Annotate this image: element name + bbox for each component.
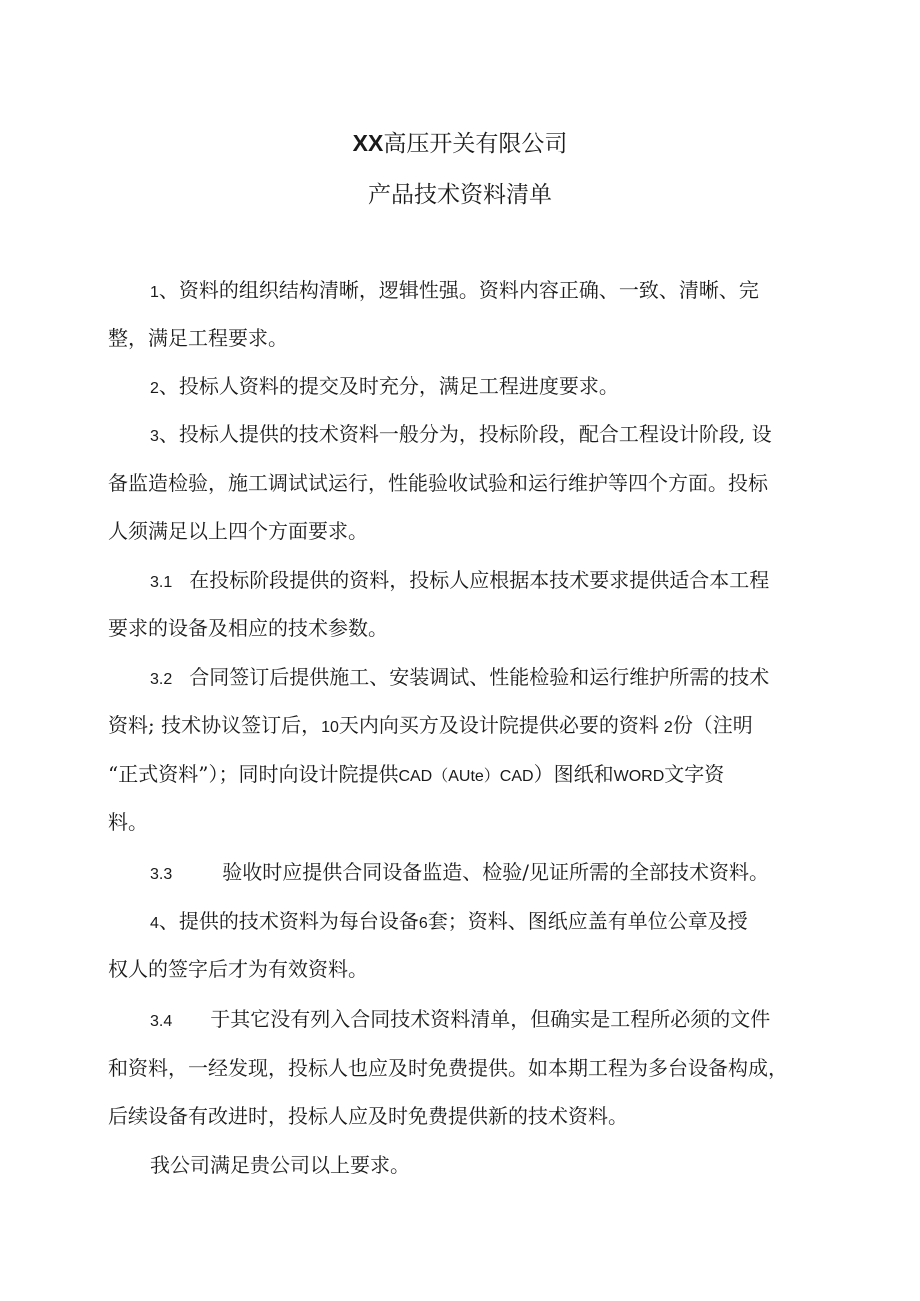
paragraph-text: “正式资料”）；同时向设计院提供 bbox=[108, 762, 399, 786]
inline-number: 10 bbox=[321, 719, 339, 736]
inline-term: WORD bbox=[613, 768, 665, 785]
paragraph-3-2-line-1 bbox=[150, 663, 769, 694]
paragraph-3-1-line-1 bbox=[150, 566, 769, 597]
item-number: 3.2 bbox=[150, 671, 173, 688]
paragraph-3-line-3: 人须满足以上四个方面要求。 bbox=[108, 519, 368, 543]
paragraph-text: 资料; 技术协议签订后， bbox=[108, 713, 322, 737]
closing-statement: 我公司满足贵公司以上要求。 bbox=[150, 1153, 410, 1177]
company-prefix: XX bbox=[352, 130, 384, 156]
paragraph-4-line-1 bbox=[150, 907, 748, 938]
paragraph-text: ）图纸和 bbox=[533, 762, 614, 786]
paragraph-text: 文字资 bbox=[664, 762, 725, 786]
paragraph-text: 、资料的组织结构清晰，逻辑性强。资料内容正确、一致、清晰、完 bbox=[158, 278, 759, 302]
inline-term: CAD（AUte）CAD bbox=[398, 768, 534, 785]
paragraph-2-line-1 bbox=[150, 372, 619, 403]
item-number: 2 bbox=[150, 380, 159, 397]
paragraph-3-4-line-3: 后续设备有改进时，投标人应及时免费提供新的技术资料。 bbox=[108, 1104, 628, 1128]
item-number: 3.4 bbox=[150, 1013, 173, 1030]
paragraph-3-4-line-2: 和资料，一经发现，投标人也应及时免费提供。如本期工程为多台设备构成， bbox=[108, 1056, 788, 1080]
paragraph-text: 天内向买方及设计院提供必要的资料 bbox=[338, 713, 659, 737]
paragraph-text: 合同签订后提供施工、安装调试、性能检验和运行维护所需的技术 bbox=[189, 665, 770, 689]
item-number: 1 bbox=[150, 284, 159, 301]
inline-number: 6 bbox=[418, 915, 428, 932]
paragraph-3-2-line-3 bbox=[108, 760, 724, 791]
paragraph-1-line-1 bbox=[150, 276, 759, 307]
item-number: 3.3 bbox=[150, 866, 173, 883]
item-number: 3.1 bbox=[150, 574, 173, 591]
inline-number: 2 bbox=[663, 719, 673, 736]
paragraph-3-line-2: 备监造检验，施工调试试运行，性能验收试验和运行维护等四个方面。投标 bbox=[108, 471, 768, 495]
paragraph-3-1-line-2: 要求的设备及相应的技术参数。 bbox=[108, 616, 388, 640]
item-number: 4 bbox=[150, 915, 159, 932]
paragraph-3-line-1 bbox=[150, 420, 772, 451]
paragraph-text: 、提供的技术资料为每台设备 bbox=[158, 909, 419, 933]
paragraph-text: 验收时应提供合同设备监造、检验/见证所需的全部技术资料。 bbox=[222, 860, 769, 884]
company-title bbox=[0, 128, 920, 159]
paragraph-text: 、投标人资料的提交及时充分，满足工程进度要求。 bbox=[158, 374, 619, 398]
paragraph-1-line-2: 整，满足工程要求。 bbox=[108, 326, 288, 350]
document-title: 产品技术资料清单 bbox=[368, 182, 552, 208]
paragraph-3-2-line-4: 料。 bbox=[108, 810, 148, 834]
paragraph-3-3-line-1 bbox=[150, 858, 769, 889]
paragraph-3-2-line-2 bbox=[108, 711, 753, 742]
paragraph-3-4-line-1 bbox=[150, 1005, 770, 1036]
item-number: 3 bbox=[150, 428, 159, 445]
paragraph-4-line-2: 权人的签字后才为有效资料。 bbox=[108, 957, 368, 981]
paragraph-text: 于其它没有列入合同技术资料清单，但确实是工程所必须的文件 bbox=[210, 1007, 771, 1031]
paragraph-text: 套；资料、图纸应盖有单位公章及授 bbox=[427, 909, 748, 933]
paragraph-text: 在投标阶段提供的资料，投标人应根据本技术要求提供适合本工程 bbox=[189, 568, 770, 592]
paragraph-text: 份（注明 bbox=[672, 713, 753, 737]
paragraph-text: 、投标人提供的技术资料一般分为，投标阶段，配合工程设计阶段, 设 bbox=[158, 422, 772, 446]
company-name: 高压开关有限公司 bbox=[383, 131, 568, 157]
